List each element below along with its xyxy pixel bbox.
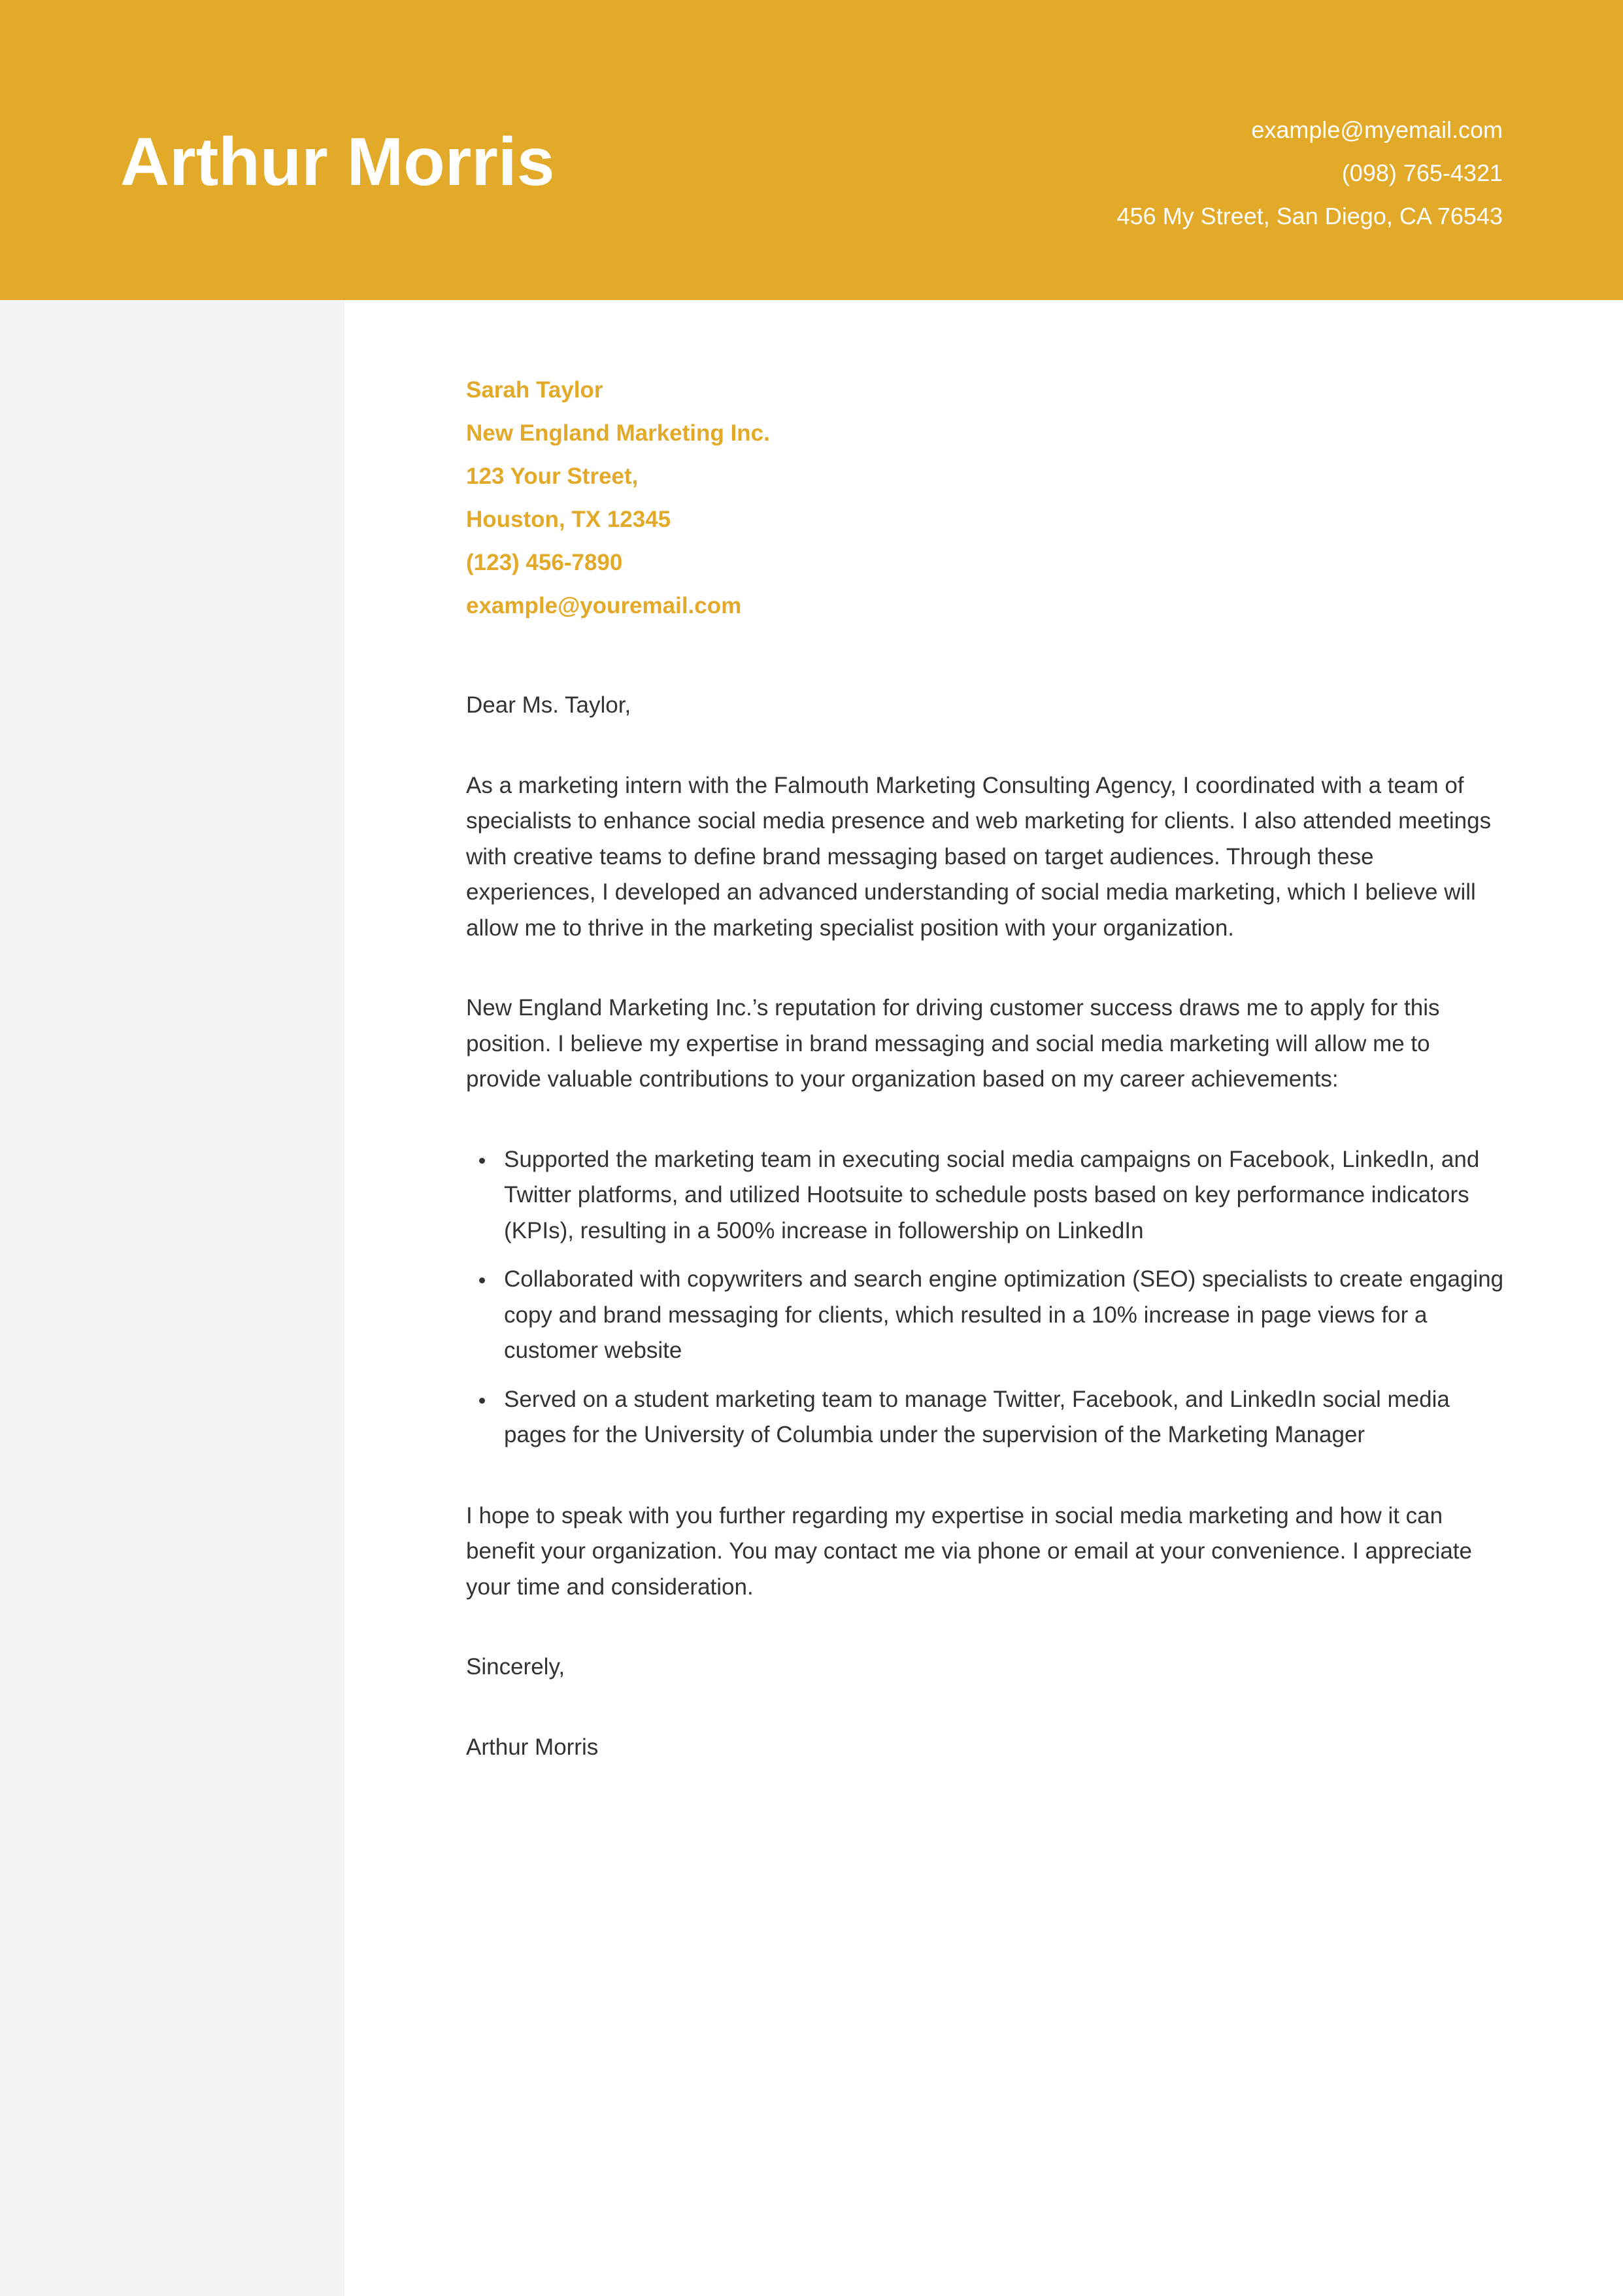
salutation: Dear Ms. Taylor,	[466, 692, 631, 718]
header-banner	[0, 0, 1623, 300]
signature: Arthur Morris	[466, 1734, 599, 1760]
recipient-name: Sarah Taylor	[466, 377, 603, 403]
closing-paragraph: I hope to speak with you further regarding my expertise in social media marketing and how it can benefit your organization. You may contact me via phone or email at your convenience. I appreciate your time and consideration.	[466, 1502, 1472, 1600]
body-paragraph: As a marketing intern with the Falmouth Marketing Consulting Agency, I coordinated with a team of specialists to enhance social media presence and web marketing for clients. I also attended meetings with creative teams to define brand messaging based on target audiences. Through these experiences, I developed an advanced understanding of social media marketing, which I believe will allow me to thrive in the marketing specialist position with your organization.	[466, 772, 1492, 941]
left-sidebar	[0, 300, 344, 2296]
body-paragraph: New England Marketing Inc.’s reputation for driving customer success draws me to apply for this position. I believe my expertise in brand messaging and social media marketing will allow me to provide valuable contributions to your organization based on my career achievements:	[466, 995, 1440, 1092]
applicant-phone: (098) 765-4321	[1341, 160, 1503, 186]
recipient-email: example@youremail.com	[466, 593, 742, 618]
applicant-contact	[1117, 109, 1503, 238]
recipient-city: Houston, TX 12345	[466, 507, 671, 532]
recipient-block	[466, 369, 1505, 628]
letter-body	[466, 369, 1505, 1765]
closing: Sincerely,	[466, 1654, 565, 1680]
applicant-name: Arthur Morris	[120, 124, 555, 200]
achievements-list	[466, 1142, 1505, 1453]
applicant-email: example@myemail.com	[1251, 116, 1503, 143]
applicant-address: 456 My Street, San Diego, CA 76543	[1116, 203, 1503, 229]
recipient-company: New England Marketing Inc.	[466, 420, 770, 446]
recipient-street: 123 Your Street,	[466, 464, 639, 489]
recipient-phone: (123) 456-7890	[466, 550, 623, 575]
list-item: Collaborated with copywriters and search engine optimization (SEO) specialists to create engaging copy and brand messaging for clients, which resulted in a 10% increase in page views for a customer website	[504, 1262, 1504, 1369]
list-item: Supported the marketing team in executing social media campaigns on Facebook, LinkedIn, and Twitter platforms, and utilized Hootsuite to schedule posts based on key performance indicators (KPIs), resulting in a 500% increase in followership on LinkedIn	[504, 1142, 1504, 1249]
list-item: Served on a student marketing team to manage Twitter, Facebook, and LinkedIn social media pages for the University of Columbia under the supervision of the Marketing Manager	[504, 1382, 1504, 1453]
